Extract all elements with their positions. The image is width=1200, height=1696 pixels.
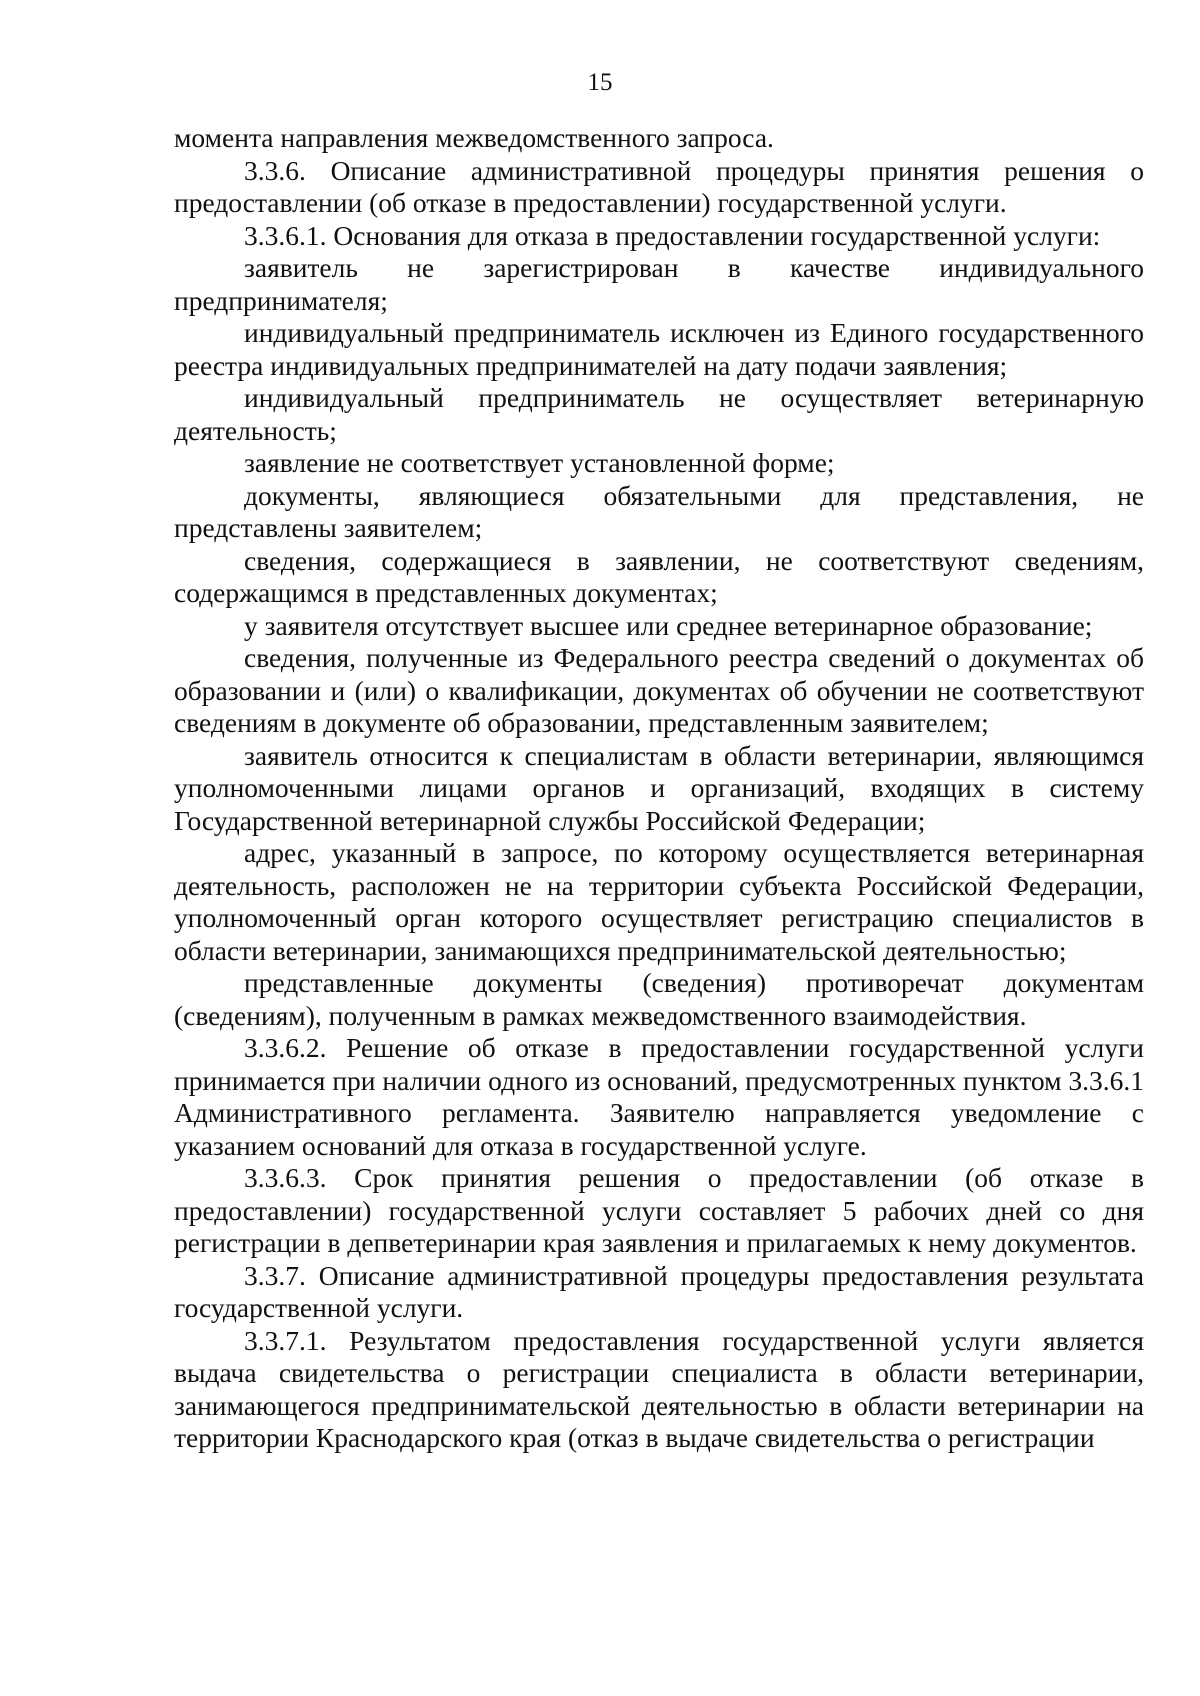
paragraph-3-3-7-1: 3.3.7.1. Результатом предоставления государственной услуги является выдача свидетельства о регистрации специалиста в области ветеринарии, занимающегося предпринимательской деятельностью в области ветеринарии на территории Краснодарского края (отказ в выдаче свидетельства о регистрации [174,1324,1144,1453]
refusal-reason-item: документы, являющиеся обязательными для представления, не представлены заявителем; [174,479,1144,543]
paragraph-3-3-6-1: 3.3.6.1. Основания для отказа в предоставлении государственной услуги: [244,219,1101,251]
refusal-reason-item: заявление не соответствует установленной форме; [244,447,835,478]
document-body [174,122,1144,1455]
page-number: 15 [587,69,613,96]
refusal-reason-item: индивидуальный предприниматель не осуществляет ветеринарную деятельность; [174,382,1144,446]
paragraph-3-3-6: 3.3.6. Описание административной процедуры принятия решения о предоставлении (об отказе в предоставлении) государственной услуги. [174,154,1144,218]
refusal-reason-item: заявитель относится к специалистам в области ветеринарии, являющимся уполномоченными лицами органов и организаций, входящих в систему Государственной ветеринарной службы Российской Федерации; [174,739,1144,836]
refusal-reason-item: заявитель не зарегистрирован в качестве индивидуального предпринимателя; [174,252,1144,316]
refusal-reason-item: сведения, содержащиеся в заявлении, не соответствуют сведениям, содержащимся в представленных документах; [174,544,1144,608]
refusal-reason-item: индивидуальный предприниматель исключен из Единого государственного реестра индивидуальных предпринимателей на дату подачи заявления; [174,317,1144,381]
paragraph-3-3-7: 3.3.7. Описание административной процедуры предоставления результата государственной услуги. [174,1259,1144,1323]
refusal-reason-item: представленные документы (сведения) противоречат документам (сведениям), полученным в рамках межведомственного взаимодействия. [174,967,1144,1031]
refusal-reason-item: адрес, указанный в запросе, по которому осуществляется ветеринарная деятельность, расположен не на территории субъекта Российской Федерации, уполномоченный орган которого осуществляет регистрацию специалистов в области ветеринарии, занимающихся предпринимательской деятельностью; [174,837,1144,966]
refusal-reason-item: у заявителя отсутствует высшее или среднее ветеринарное образование; [244,609,1093,641]
paragraph-3-3-6-3: 3.3.6.3. Срок принятия решения о предоставлении (об отказе в предоставлении) государственной услуги составляет 5 рабочих дней со дня регистрации в депветеринарии края заявления и прилагаемых к нему документов. [174,1162,1144,1258]
paragraph-3-3-6-2: 3.3.6.2. Решение об отказе в предоставлении государственной услуги принимается при наличии одного из оснований, предусмотренных пунктом 3.3.6.1 Административного регламента. Заявителю направляется уведомление с указанием оснований для отказа в государственной услуге. [174,1032,1144,1161]
paragraph-continuation: момента направления межведомственного запроса. [174,122,774,153]
refusal-reason-item: сведения, полученные из Федерального реестра сведений о документах об образовании и (или) о квалификации, документах об обучении не соответствуют сведениям в документе об образовании, представленным заявителем; [174,642,1144,738]
